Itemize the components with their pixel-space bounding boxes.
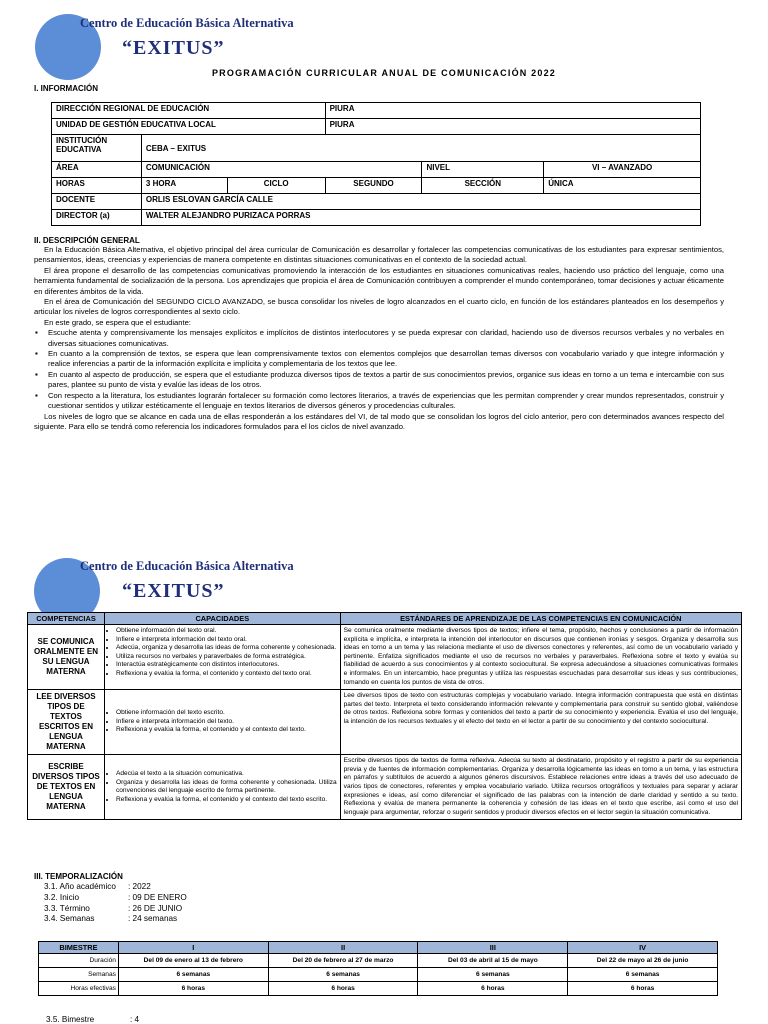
table-cell: Del 22 de mayo al 26 de junio [568, 954, 718, 968]
capacity-item: • Obtiene información del texto oral. [116, 627, 337, 636]
info-value: WALTER ALEJANDRO PURIZACA PORRAS [141, 210, 700, 226]
temporalization-value: : 2022 [128, 882, 151, 891]
capacities-cell [104, 690, 340, 755]
info-value: SEGUNDO [325, 178, 422, 194]
table-cell: 6 horas [418, 982, 568, 996]
school-name: Centro de Educación Básica Alternativa [80, 16, 294, 30]
info-value: VI – AVANZADO [544, 162, 701, 178]
info-value: PIURA [325, 103, 700, 119]
table-cell: 6 semanas [418, 968, 568, 982]
info-value: PIURA [325, 119, 700, 135]
desc-paragraph: En el área de Comunicación del SEGUNDO CICLO AVANZADO, se busca consolidar los niveles de logro alcanzados en el cuarto ciclo, en función de los estándares planteados en los desempeños y articular los niveles de logros correspondientes al sexto ciclo. [34, 297, 724, 317]
temporalization-list [44, 882, 187, 925]
capacity-item: • Interactúa estratégicamente con distintos interlocutores. [116, 661, 337, 670]
table-header: BIMESTRE [39, 942, 119, 954]
table-header: COMPETENCIAS [28, 613, 105, 625]
standard-cell: Se comunica oralmente mediante diversos tipos de textos; infiere el tema, propósito, hechos y conclusiones a partir de información explícita e implícita, e interpreta la intención del interlocutor en discursos que contienen ironías y sesgos. Organiza y desarrolla sus ideas en torno a un tema y las relaciona mediante el uso de diversos conectores y referentes, así como de un vocabulario variado y pertinente. Enfatiza significados mediante el uso de recursos no verbales y paraverbales. Reflexiona sobre el texto y evalúa su fiabilidad de acuerdo a sus conocimientos y al contexto sociocultural. Se expresa adecuándose a situaciones comunicativas formales e informales. En un intercambio, hace preguntas y utiliza las respuestas escuchadas para desarrollar sus ideas y sus contribuciones, tomando en cuenta los puntos de vista de otros. [340, 625, 741, 690]
standard-cell: Escribe diversos tipos de textos de forma reflexiva. Adecúa su texto al destinatario, propósito y el registro a partir de su experiencia previa y de fuentes de información complementarias. Organiza y desarrolla lógicamente las ideas en torno a un tema, y las estructura en párrafos y subtítulos de acuerdo a algunos géneros discursivos. Establece relaciones entre ideas a través del uso adecuado de varios tipos de conectores, referentes y emplea vocabulario variado. Utiliza recursos ortográficos y textuales para separar y aclarar expresiones e ideas, así como diferenciar el significado de las palabras con la intención de darle claridad y sentido a su texto. Reflexiona y evalúa de manera permanente la coherencia y cohesión de las ideas en el texto que escribe, así como el uso del lenguaje para argumentar, reforzar o sugerir sentidos y producir diversos efectos en el lector según la situación comunicativa. [340, 755, 741, 820]
table-header: ESTÁNDARES DE APRENDIZAJE DE LAS COMPETENCIAS EN COMUNICACIÓN [340, 613, 741, 625]
capacity-item: • Reflexiona y evalúa la forma, el contenido y el contexto del texto. [116, 726, 337, 735]
school-title: “EXITUS” [122, 37, 225, 59]
desc-paragraph: En la Educación Básica Alternativa, el objetivo principal del área curricular de Comunicación es desarrollar y fortalecer las competencias comunicativas de los estudiantes para expresar sentimientos, pensamientos, ideas, creencias y experiencias de manera competente en distintas situaciones comunicativas en el contexto de la sociedad actual. [34, 245, 724, 265]
capacity-item: • Adecúa, organiza y desarrolla las ideas de forma coherente y cohesionada. [116, 644, 337, 653]
info-table [51, 102, 701, 226]
desc-bullet: ▪ En cuanto a la comprensión de textos, se espera que lean comprensivamente textos con elementos complejos que desarrollan temas diversos con vocabulario variado y que integre información y realice inferencias a partir de la información explícita e implícita y complementaria de los textos que lee. [48, 349, 724, 370]
bimester-count-value: : 4 [130, 1015, 140, 1024]
temporalization-value: : 24 semanas [128, 914, 178, 924]
bimester-count [46, 1015, 139, 1024]
info-value: CEBA – EXITUS [141, 135, 700, 162]
info-value: COMUNICACIÓN [141, 162, 422, 178]
bimester-table [38, 941, 718, 996]
table-row [28, 755, 742, 820]
competency-name: ESCRIBE DIVERSOS TIPOS DE TEXTOS EN LENGUA MATERNA [28, 755, 105, 820]
desc-paragraph: En este grado, se espera que el estudiante: [44, 317, 191, 327]
capacity-item: • Obtiene información del texto escrito. [116, 709, 337, 718]
info-label: SECCIÓN [422, 178, 544, 194]
desc-paragraph: Los niveles de logro que se alcance en cada una de ellas responderán a los estándares del VI, de tal modo que se consolidan los logros del ciclo anterior, pero con determinados avances respecto del siguiente. Para ello se tendrá como referencia los indicadores formulados para el los ciclos de nivel avanzado. [34, 411, 724, 431]
school-name: Centro de Educación Básica Alternativa [80, 559, 294, 573]
capacity-item: • Adecúa el texto a la situación comunicativa. [116, 770, 337, 779]
capacity-item: • Utiliza recursos no verbales y paraverbales de forma estratégica. [116, 653, 337, 662]
bimester-count-key: 3.5. Bimestre [46, 1015, 95, 1024]
temporalization-item [44, 904, 187, 915]
info-value: ÚNICA [544, 178, 701, 194]
table-row [39, 982, 718, 996]
temporalization-item [44, 882, 187, 893]
table-row [28, 690, 742, 755]
info-label: ÁREA [52, 162, 142, 178]
info-value: ORLIS ESLOVAN GARCÍA CALLE [141, 194, 700, 210]
capacities-cell [104, 755, 340, 820]
section-description-heading: II. DESCRIPCIÓN GENERAL [34, 236, 140, 245]
desc-paragraph: El área propone el desarrollo de las competencias comunicativas promoviendo la interacción de los estudiantes en situaciones comunicativas reales, haciendo uso práctico del lenguaje, como una herramienta fundamental de socialización de la persona. Los aprendizajes que propicia el área de Comunicación contribuyen a comprender el mundo contemporáneo, tomar decisiones y actuar éticamente en diferentes ámbitos de la vida. [34, 265, 724, 296]
row-label: Semanas [39, 968, 119, 982]
table-header: I [118, 942, 268, 954]
info-label: DIRECCIÓN REGIONAL DE EDUCACIÓN [52, 103, 326, 119]
info-label: INSTITUCIÓN EDUCATIVA [52, 135, 142, 162]
desc-bullet-list [34, 328, 724, 411]
capacity-item: • Infiere e interpreta información del texto. [116, 718, 337, 727]
section-temporalization-heading: III. TEMPORALIZACIÓN [34, 872, 123, 881]
desc-bullet: ▪ Con respecto a la literatura, los estudiantes lograrán fortalecer su formación como lectores literarios, a través de experiencias que les permitan comprender y crear mundos representados, construir y cuestionar sentidos y utilizar estéticamente el lenguaje en textos literarios de diversos géneros y procedencias culturales. [48, 391, 724, 412]
competencies-table [27, 612, 742, 820]
temporalization-value: : 26 DE JUNIO [128, 903, 183, 913]
info-label: DOCENTE [52, 194, 142, 210]
table-cell: 6 horas [268, 982, 418, 996]
capacity-item: • Reflexiona y evalúa la forma, el contenido y el contexto del texto escrito. [116, 796, 337, 805]
school-header [80, 559, 294, 603]
table-header: II [268, 942, 418, 954]
general-description [34, 245, 724, 432]
table-cell: Del 03 de abril al 15 de mayo [418, 954, 568, 968]
table-cell: 6 horas [568, 982, 718, 996]
desc-bullet: ▪ Escuche atenta y comprensivamente los mensajes explícitos e implícitos de distintos interlocutores y se pueda expresar con claridad, haciendo uso de diversos recursos verbales y no verbales en diversas situaciones comunicativas. [48, 328, 724, 349]
capacities-cell [104, 625, 340, 690]
table-header: IV [568, 942, 718, 954]
info-label: NIVEL [422, 162, 544, 178]
temporalization-key: 3.3. Término [44, 903, 90, 913]
info-label: HORAS [52, 178, 142, 194]
table-row [39, 968, 718, 982]
desc-bullet: ▪ En cuanto al aspecto de producción, se espera que el estudiante produzca diversos tipos de textos a partir de sus conocimientos previos, organice sus ideas en torno a un tema e intercambie con sus pares, plantee su punto de vista y evalúe las ideas de los otros. [48, 370, 724, 391]
temporalization-key: 3.2. Inicio [44, 892, 80, 902]
temporalization-item [44, 893, 187, 904]
temporalization-value: : 09 DE ENERO [128, 892, 187, 902]
temporalization-key: 3.1. Año académico [44, 882, 116, 891]
table-cell: 6 semanas [268, 968, 418, 982]
table-row [28, 625, 742, 690]
table-cell: 6 horas [118, 982, 268, 996]
info-label: CICLO [227, 178, 325, 194]
temporalization-item [44, 914, 187, 925]
table-cell: 6 semanas [118, 968, 268, 982]
capacity-item: • Reflexiona y evalúa la forma, el contenido y contexto del texto oral. [116, 670, 337, 679]
table-header: CAPACIDADES [104, 613, 340, 625]
capacity-item: • Organiza y desarrolla las ideas de forma coherente y cohesionada. Utiliza convenciones del lenguaje escrito de forma pertinente. [116, 779, 337, 796]
competency-name: SE COMUNICA ORALMENTE EN SU LENGUA MATERNA [28, 625, 105, 690]
table-cell: Del 20 de febrero al 27 de marzo [268, 954, 418, 968]
section-info-heading: I. INFORMACIÓN [34, 84, 98, 93]
table-cell: Del 09 de enero al 13 de febrero [118, 954, 268, 968]
info-label: DIRECTOR (a) [52, 210, 142, 226]
competency-name: LEE DIVERSOS TIPOS DE TEXTOS ESCRITOS EN LENGUA MATERNA [28, 690, 105, 755]
temporalization-key: 3.4. Semanas [44, 914, 95, 924]
row-label: Duración [39, 954, 119, 968]
capacity-item: • Infiere e interpreta información del texto oral. [116, 636, 337, 645]
table-cell: 6 semanas [568, 968, 718, 982]
info-value: 3 HORA [141, 178, 227, 194]
standard-cell: Lee diversos tipos de texto con estructuras complejas y vocabulario variado. Integra información contrapuesta que está en distintas partes del texto. Interpreta el texto considerando información relevante y complementaria para construir su sentido global, valiéndose de otros textos. Reflexiona sobre formas y contenidos del texto a partir de su conocimiento y experiencia. Evalúa el uso del lenguaje, la intención de los recursos textuales y el efecto del texto en el lector a partir de su conocimiento y del contexto sociocultural. [340, 690, 741, 755]
table-header: III [418, 942, 568, 954]
info-label: UNIDAD DE GESTIÓN EDUCATIVA LOCAL [52, 119, 326, 135]
school-header [80, 16, 294, 60]
row-label: Horas efectivas [39, 982, 119, 996]
table-row [39, 954, 718, 968]
page-title: PROGRAMACIÓN CURRICULAR ANUAL DE COMUNICACIÓN 2022 [211, 68, 556, 78]
school-title: “EXITUS” [122, 580, 225, 602]
